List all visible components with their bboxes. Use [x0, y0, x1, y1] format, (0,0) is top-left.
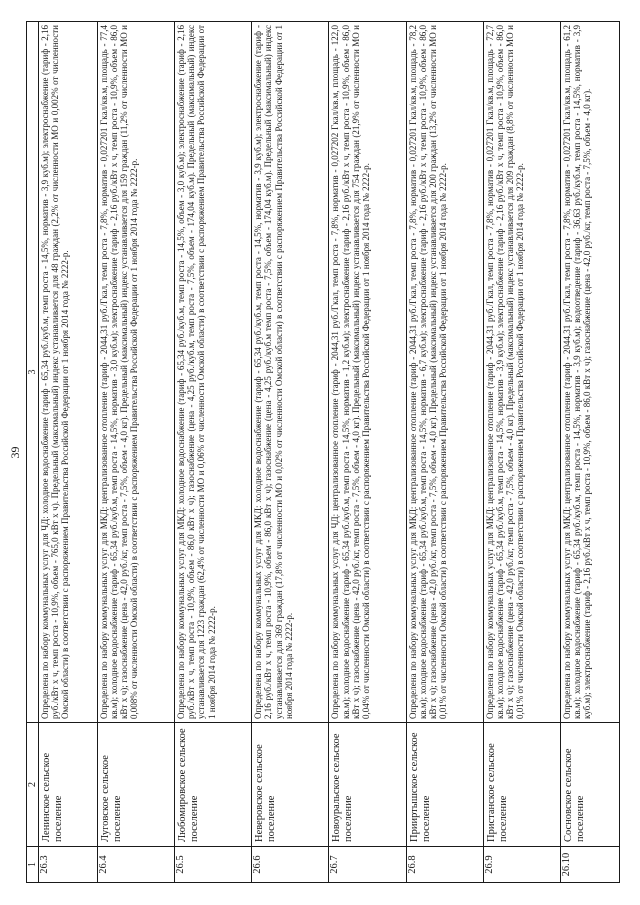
table-row [406, 22, 483, 883]
settlement-name: Новоуральское сельское поселение [329, 723, 406, 847]
settlement-name: Ленинское сельское поселение [39, 723, 98, 847]
row-number: 26.5 [175, 847, 252, 883]
row-description: Определена по набору коммунальных услуг для МКД: централизованное отопление (тариф - 2044,31 руб./Гкал, темп роста - 7,8%, норматив - 0,027201 Гкал/кв.м, площадь - 72,7 кв.м); холодное водоснабжение (тариф - 65,34 руб./куб.м, темп роста - 14,5%, норматив - 3,9 куб.м); электроснабжение (тариф - 2,16 руб./кВт х ч, темп роста - 10,9%, объем - 86,0 кВт х ч); газоснабжение (цена - 42,0 руб./кг, темп роста - 7,5%, объем - 4,0 кг). Предельный (максимальный) индекс устанавливается для 209 граждан (8,8% от численности МО и 0,01% от численности Омской области) в соответствии с распоряжением Правительства Российской Федерации от 1 ноября 2014 года № 2222-р. [483, 22, 560, 723]
row-description: Определена по набору коммунальных услуг для МКД: холодное водоснабжение (тариф - 65,34 руб./куб.м, темп роста - 14,5%, норматив - 3,9 куб.м); электроснабжение (тариф - 2,16 руб./кВт х ч, темп роста - 10,9%, объем - 86,0 кВт х ч); газоснабжение (цена - 4,25 руб./куб.м темп роста - 7,5%, объем - 174,04 куб.м). Предельный (максимальный) индекс устанавливается для 369 граждан (17,8% от численности МО и 0,02% от численности Омской области) в соответствии с распоряжением Правительства Российской Федерации от 1 ноября 2014 года № 2222-р. [252, 22, 329, 723]
settlement-name: Любомировское сельское поселение [175, 723, 252, 847]
page-number: 39 [8, 446, 22, 459]
column-header-3: 3 [27, 22, 39, 723]
settlement-name: Пристанское сельское поселение [483, 723, 560, 847]
row-number: 26.6 [252, 847, 329, 883]
table-row [252, 22, 329, 883]
column-header-1: 1 [27, 847, 39, 883]
row-number: 26.7 [329, 847, 406, 883]
table-header-row [27, 22, 39, 883]
row-description: Определена по набору коммунальных услуг для МКД: холодное водоснабжение (тариф - 65,34 руб./куб.м, темп роста - 14,5%, объем - 3,0 куб.м); электроснабжение (тариф - 2,16 руб./кВт х ч, темп роста - 10,9%, объем - 86,0 кВт х ч); газоснабжение (цена - 4,25 руб./куб.м, темп роста - 7,5%, объем - 174,04 куб.м). Предельный (максимальный) индекс устанавливается для 1223 граждан (62,4% от численности МО и 0,06% от численности Омской области) в соответствии с распоряжением Правительства Российской Федерации от 1 ноября 2014 года № 2222-р. [175, 22, 252, 723]
row-number: 26.10 [560, 847, 619, 883]
row-description: Определена по набору коммунальных услуг для МКД: централизованное отопление (тариф - 2044,31 руб./Гкал, темп роста - 7,8%, норматив - 0,027201 Гкал/кв.м, площадь - 77,4 кв.м); холодное водоснабжение (тариф - 65,34 руб./куб.м, темп роста - 14,5%, норматив - 3,0 куб.м); электроснабжение (тариф - 2,16 руб./кВт х ч, темп роста - 10,9%, объем - 86,0 кВт х ч); газоснабжение (цена - 42,0 руб./кг, темп роста - 7,5%, объем - 4,0 кг). Предельный (максимальный) индекс устанавливается для 159 граждан (11,2% от численности МО и 0,008% от численности Омской области) в соответствии с распоряжением Правительства Российской Федерации от 1 ноября 2014 года № 2222-р. [98, 22, 175, 723]
settlement-name: Прииртышское сельское поселение [406, 723, 483, 847]
data-table [26, 21, 620, 883]
settlement-name: Луговское сельское поселение [98, 723, 175, 847]
row-number: 26.3 [39, 847, 98, 883]
row-number: 26.9 [483, 847, 560, 883]
table-row [39, 22, 98, 883]
row-number: 26.4 [98, 847, 175, 883]
settlement-name: Неверовское сельское поселение [252, 723, 329, 847]
row-description: Определена по набору коммунальных услуг для ЧД: холодное водоснабжение (тариф - 65,34 руб./куб.м, темп роста - 14,5%, норматив - 3,9 куб.м); электроснабжение (тариф - 2,16 руб./кВт х ч, темп роста - 10,9%, объем - 765,0 кВт х ч). Предельный (максимальный) индекс устанавливается для 48 граждан (2,2% от численности МО и 0,002% от численности Омской области) в соответствии с распоряжением Правительства Российской Федерации от 1 ноября 2014 года № 2222-р. [39, 22, 98, 723]
table-row [98, 22, 175, 883]
table-row [483, 22, 560, 883]
row-number: 26.8 [406, 847, 483, 883]
table-row [329, 22, 406, 883]
column-header-2: 2 [27, 723, 39, 847]
row-description: Определена по набору коммунальных услуг для МКД: централизованное отопление (тариф - 2044,31 руб./Гкал, темп роста - 7,8%, норматив - 0,027201 Гкал/кв.м, площадь - 78,2 кв.м); холодное водоснабжение (тариф - 65,34 руб./куб.м, темп роста - 14,5%, норматив - 6,7 куб.м); электроснабжение (тариф - 2,16 руб./кВт х ч, темп роста - 10,9%, объем - 86,0 кВт х ч); газоснабжение (цена - 42,0 руб./кг, темп роста - 7,5%, объем - 4,0 кг). Предельный (максимальный) индекс устанавливается для 200 граждан (13,2% от численности МО и 0,01% от численности Омской области) в соответствии с распоряжением Правительства Российской Федерации от 1 ноября 2014 года № 2222-р. [406, 22, 483, 723]
table-row [175, 22, 252, 883]
row-description: Определена по набору коммунальных услуг для ЧД: централизованное отопление (тариф - 2044,31 руб./Гкал, темп роста - 7,8%, норматив - 0,027202 Гкал/кв.м, площадь - 122,0 кв.м); холодное водоснабжение (тариф - 65,34 руб./куб.м, темп роста - 14,5%, норматив - 1,2 куб.м); электроснабжение (тариф - 2,16 руб./кВт х ч, темп роста - 10,9%, объем - 86,0 кВт х ч); газоснабжение (цена - 42,0 руб./кг, темп роста - 7,5%, объем - 4,0 кг). Предельный (максимальный) индекс устанавливается для 754 граждан (21,9% от численности МО и 0,04% от численности Омской области) в соответствии с распоряжением Правительства Российской Федерации от 1 ноября 2014 года № 2222-р. [329, 22, 406, 723]
table-row [560, 22, 619, 883]
settlement-name: Сосновское сельское поселение [560, 723, 619, 847]
row-description: Определена по набору коммунальных услуг для МКД: централизованное отопление (тариф - 2044,31 руб./Гкал, темп роста - 7,8%, норматив - 0,027201 Гкал/кв.м, площадь - 61,2 кв.м); холодное водоснабжение (тариф - 65,34 руб./куб.м, темп роста - 14,5%, норматив - 3,9 куб.м); водоотведение (тариф - 36,63 руб./куб.м, темп роста - 14,5%, норматив - 3,9 куб.м); электроснабжение (тариф - 2,16 руб./кВт х ч, темп роста - 10,9%, объем - 86,0 кВт х ч); газоснабжение (цена - 42,0 руб./кг, темп роста - 7,5%, объем - 4,0 кг). [560, 22, 619, 723]
